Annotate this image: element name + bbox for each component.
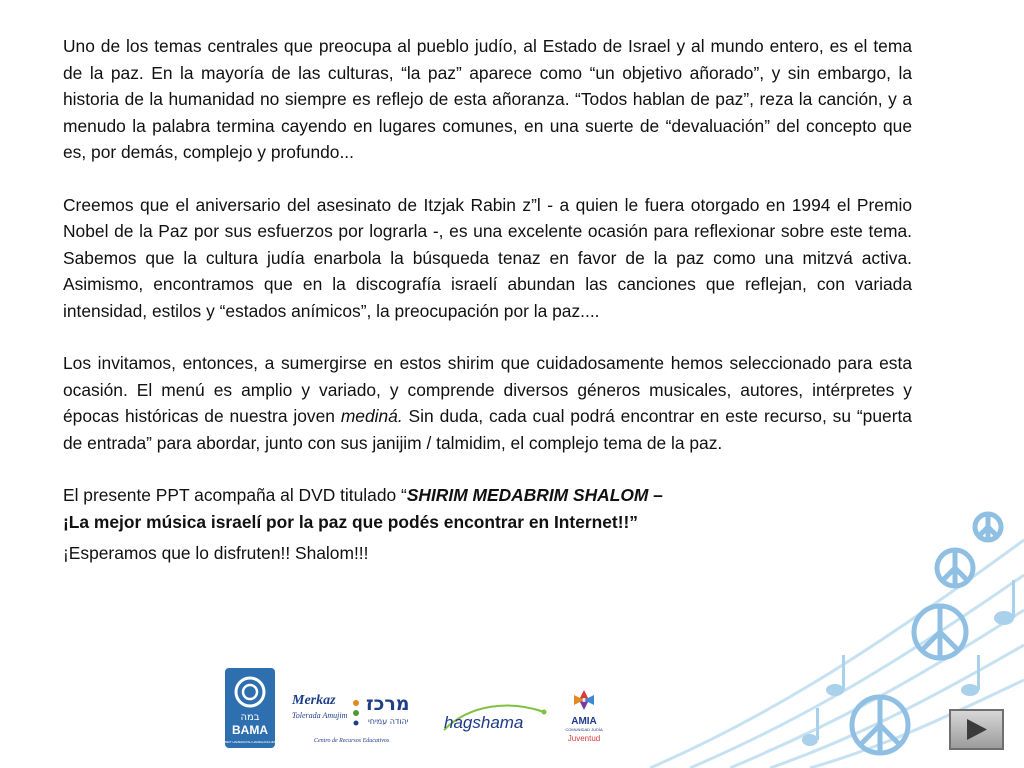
music-note bbox=[826, 684, 844, 696]
closing-line: ¡Esperamos que lo disfruten!! Shalom!!! bbox=[63, 543, 369, 563]
hagshama-logo bbox=[440, 698, 550, 738]
merkaz-logo bbox=[290, 688, 430, 748]
dvd-tagline: ¡La mejor música israelí por la paz que podés encontrar en Internet!!” bbox=[63, 511, 638, 532]
next-slide-button[interactable] bbox=[949, 709, 1004, 750]
merkaz-line2: Tolerada Amujim bbox=[292, 711, 348, 720]
amia-sub: COMUNIDAD JUDÍA bbox=[565, 727, 603, 732]
music-note bbox=[961, 684, 979, 696]
bama-sub: BEIT HAMEDRASH HAMEHANCHIM bbox=[225, 740, 275, 744]
dvd-dash: – bbox=[648, 485, 663, 505]
merkaz-hebrew2: יהודה עמיחי bbox=[368, 717, 409, 726]
paragraph-1: Uno de los temas centrales que preocupa al pueblo judío, al Estado de Israel y al mundo entero, es el tema de la paz. En la mayoría de las culturas, “la paz” aparece como “un objetivo añorado”, y sin embargo, la historia de la humanidad no siempre es reflejo de esta añoranza. “Todos hablan de paz”, reza la canción, y a menudo la palabra termina cayendo en lugares comunes, en una suerte de “devaluación” del concepto que es, por demás, complejo y profundo... bbox=[63, 36, 912, 162]
amia-sub2: Juventud bbox=[567, 734, 601, 743]
music-note bbox=[802, 734, 818, 746]
hagshama-name: hagshama bbox=[444, 713, 524, 732]
merkaz-hebrew: מרכז bbox=[366, 693, 410, 715]
body-text bbox=[63, 33, 912, 567]
paragraph-4 bbox=[63, 482, 912, 535]
medina-word: mediná. bbox=[340, 406, 403, 426]
merkaz-name: Merkaz bbox=[292, 693, 336, 708]
paragraph-3-text-b: Sin duda, cada cual podrá encontrar en este recurso, su “puerta de entrada” para abordar, junto con sus janijim / talmidim, el complejo tema de la paz. bbox=[63, 406, 912, 453]
bama-logo bbox=[225, 668, 275, 748]
dvd-title: SHIRIM MEDABRIM SHALOM bbox=[406, 485, 649, 505]
dvd-intro: El presente PPT acompaña al DVD titulado “ bbox=[63, 485, 407, 505]
bama-hebrew: במה bbox=[240, 712, 260, 723]
paragraph-2: Creemos que el aniversario del asesinato de Itzjak Rabin z”l - a quien le fuera otorgado en 1994 el Premio Nobel de la Paz por sus esfuerzos por lograrla -, es una excelente ocasión para reflexionar sobre este tema. Sabemos que la cultura judía enarbola la búsqueda tenaz en favor de la paz como una mitzvá activa. Asimismo, encontramos que en la discografía israelí abundan las canciones que reflejan, con variada intensidad, estilos y “estados anímicos”, la preocupación por la paz.... bbox=[63, 194, 912, 321]
amia-name: AMIA bbox=[571, 716, 597, 727]
play-triangle-icon bbox=[951, 711, 1002, 748]
music-note bbox=[994, 611, 1014, 625]
amia-logo bbox=[558, 688, 610, 744]
merkaz-sub: Centro de Recursos Educativos bbox=[314, 738, 390, 744]
paragraph-3 bbox=[63, 350, 912, 456]
paragraph-3-text-a: Los invitamos, entonces, a sumergirse en estos shirim que cuidadosamente hemos seleccionado para esta ocasión. El menú es amplio y variado, y comprende diversos géneros musicales, autores, intérpretes y épocas históricas de nuestra joven bbox=[63, 353, 912, 426]
bama-name: BAMA bbox=[232, 723, 268, 737]
